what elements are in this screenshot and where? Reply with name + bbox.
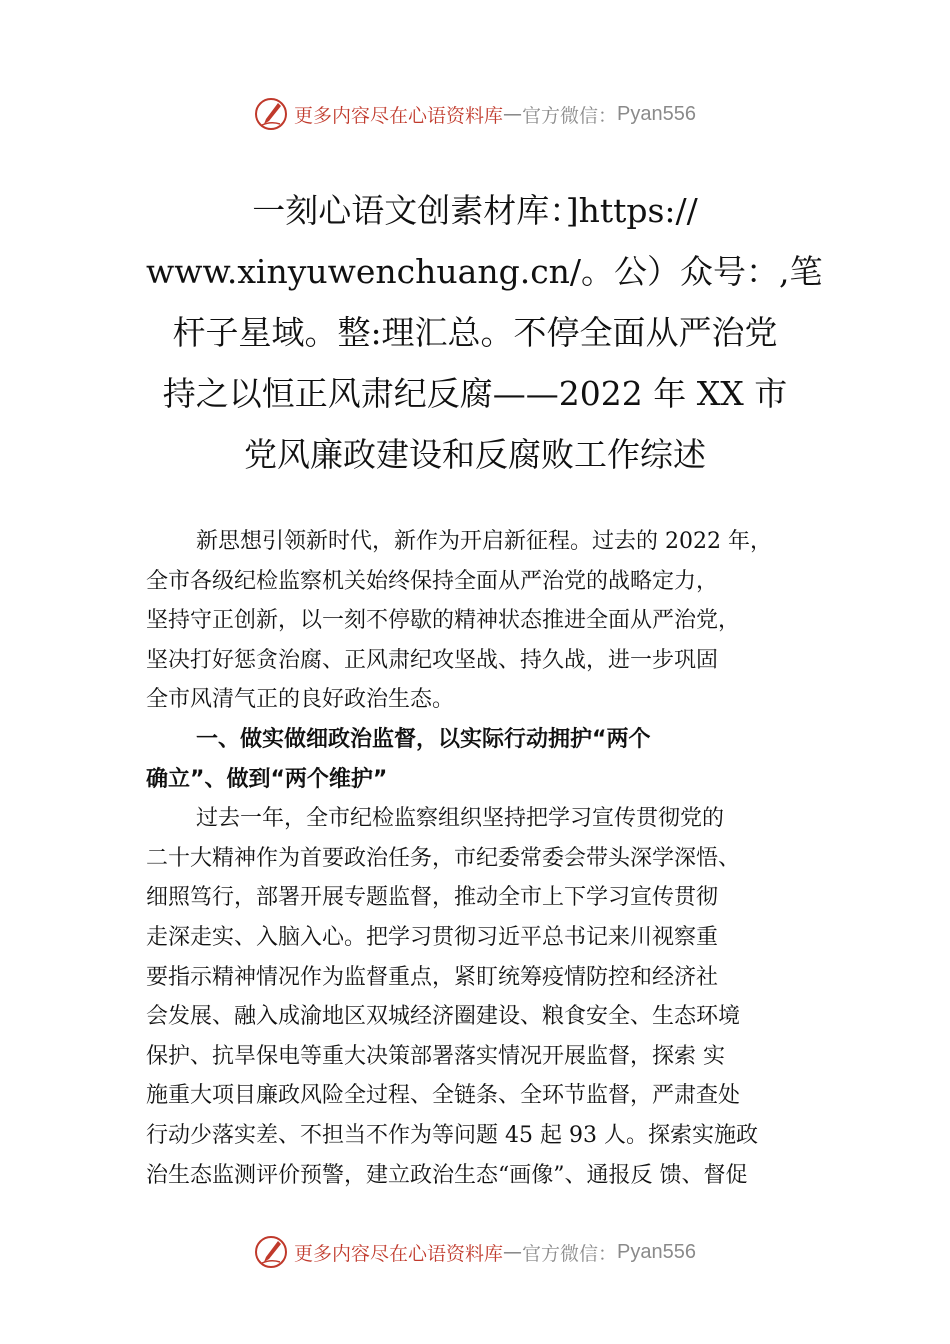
text-line: 新思想引领新时代，新作为开启新征程。过去的 2022 年， — [196, 529, 772, 554]
text-line: 二十大精神作为首要政治任务，市纪委常委会带头深学深悟、 — [146, 845, 741, 871]
watermark-wechat-label: 官方微信： — [522, 104, 618, 127]
watermark-wechat-id: Pyan556 — [617, 1240, 696, 1263]
text-line: 要指示精神情况作为监督重点，紧盯统筹疫情防控和经济社 — [146, 964, 719, 990]
text-line: 走深走实、入脑入心。把学习贯彻习近平总书记来川视察重 — [146, 924, 719, 950]
text-line: 坚决打好惩贪治腐、正风肃纪攻坚战、持久战，进一步巩固 — [146, 647, 719, 673]
watermark-wechat-label: 官方微信： — [522, 1242, 618, 1265]
title-line: 一刻心语文创素材库：]https:// — [252, 191, 698, 230]
text-line: 行动少落实差、不担当不作为等问题 45 起 93 人。探索实施政 — [146, 1122, 758, 1148]
title-line: 杆子星域。整:理汇总。不停全面从严治党 — [172, 313, 778, 352]
document-title — [146, 180, 823, 485]
text-line: 全市各级纪检监察机关始终保持全面从严治党的战略定力， — [146, 568, 719, 594]
text-line: 过去一年，全市纪检监察组织坚持把学习宣传贯彻党的 — [196, 806, 725, 832]
header-watermark — [0, 94, 950, 134]
title-line: 持之以恒正风肃纪反腐——2022 年 XX 市 — [162, 374, 788, 413]
watermark-library-text: 更多内容尽在心语资料库 — [294, 1242, 504, 1265]
text-line: 保护、抗旱保电等重大决策部署落实情况开展监督，探索 实 — [146, 1043, 725, 1069]
watermark-dash: — — [503, 103, 523, 125]
text-line: 会发展、融入成渝地区双城经济圈建设、粮食安全、生态环境 — [146, 1004, 741, 1030]
heading-line: 确立”、做到“两个维护” — [146, 766, 388, 792]
watermark-wechat-id: Pyan556 — [617, 102, 696, 125]
footer-watermark — [0, 1232, 950, 1272]
title-line: www.xinyuwenchuang.cn/。公）众号：,笔 — [146, 252, 823, 291]
watermark-dash: — — [503, 1241, 523, 1263]
quill-logo-icon — [254, 97, 288, 131]
quill-logo-icon — [254, 1235, 288, 1269]
heading-line: 一、做实做细政治监督，以实际行动拥护“两个 — [196, 726, 651, 752]
text-line: 细照笃行，部署开展专题监督，推动全市上下学习宣传贯彻 — [146, 885, 719, 911]
intro-paragraph — [146, 522, 830, 720]
text-line: 施重大项目廉政风险全过程、全链条、全环节监督，严肃查处 — [146, 1083, 741, 1109]
text-line: 坚持守正创新，以一刻不停歇的精神状态推进全面从严治党， — [146, 608, 741, 634]
watermark-library-text: 更多内容尽在心语资料库 — [294, 104, 504, 127]
section-heading — [146, 720, 830, 799]
text-line: 全市风清气正的良好政治生态。 — [146, 687, 455, 713]
text-line: 治生态监测评价预警，建立政治生态“画像”、通报反 馈、督促 — [146, 1162, 748, 1188]
body-paragraph — [146, 799, 830, 1195]
title-line: 党风廉政建设和反腐败工作综述 — [244, 435, 706, 474]
document-body — [146, 522, 830, 1195]
